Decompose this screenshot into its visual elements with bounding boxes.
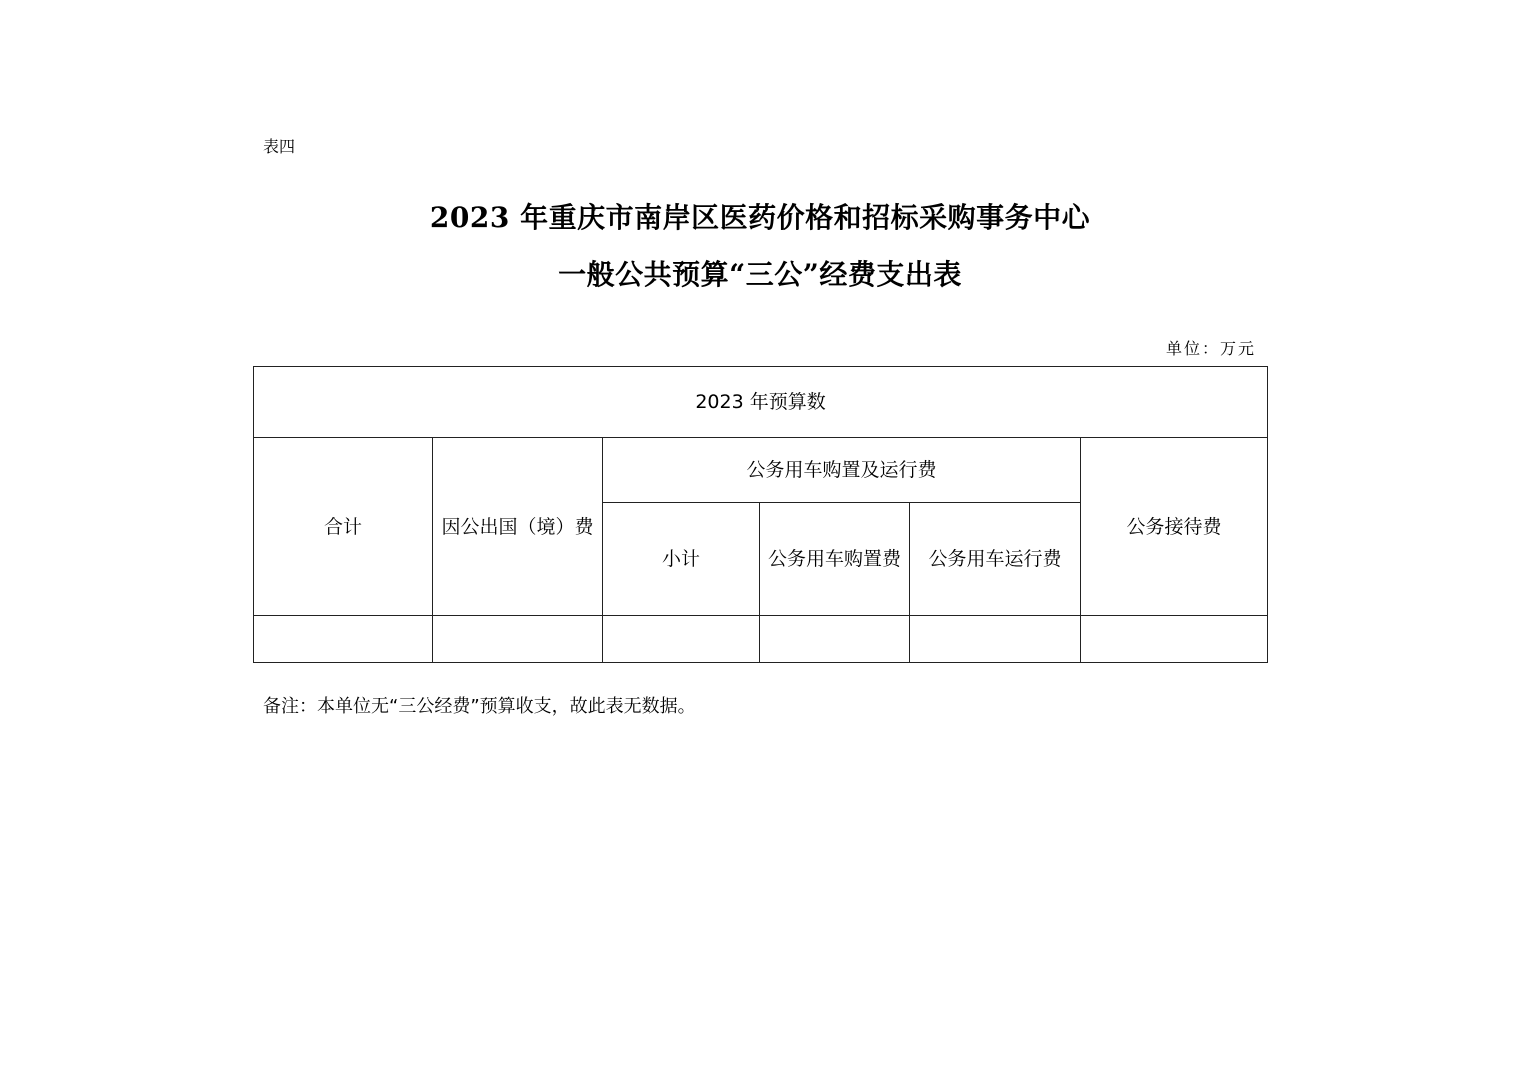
- header-subtotal: 小计: [603, 503, 760, 616]
- page-title: 2023 年重庆市南岸区医药价格和招标采购事务中心: [429, 201, 1091, 234]
- header-budget-year: 2023 年预算数: [254, 367, 1268, 438]
- table-header-row: [254, 367, 1268, 438]
- cell-subtotal: [603, 616, 760, 663]
- table-subheader-row: [254, 438, 1268, 503]
- page-subtitle: 一般公共预算“三公”经费支出表: [558, 258, 962, 291]
- header-vehicle-operation: 公务用车运行费: [910, 503, 1081, 616]
- cell-abroad: [433, 616, 603, 663]
- header-abroad: 因公出国（境）费: [433, 438, 603, 616]
- unit-label: 单位：万元: [1166, 339, 1257, 358]
- table-label: 表四: [263, 137, 296, 156]
- table-row: [254, 616, 1268, 663]
- footnote: 备注：本单位无“三公经费”预算收支，故此表无数据。: [263, 696, 696, 717]
- header-vehicle-group: 公务用车购置及运行费: [603, 438, 1081, 503]
- cell-total: [254, 616, 433, 663]
- cell-reception: [1081, 616, 1268, 663]
- budget-table: [253, 366, 1268, 663]
- header-total: 合计: [254, 438, 433, 616]
- cell-vehicle-operation: [910, 616, 1081, 663]
- header-reception: 公务接待费: [1081, 438, 1268, 616]
- header-vehicle-purchase: 公务用车购置费: [760, 503, 910, 616]
- cell-vehicle-purchase: [760, 616, 910, 663]
